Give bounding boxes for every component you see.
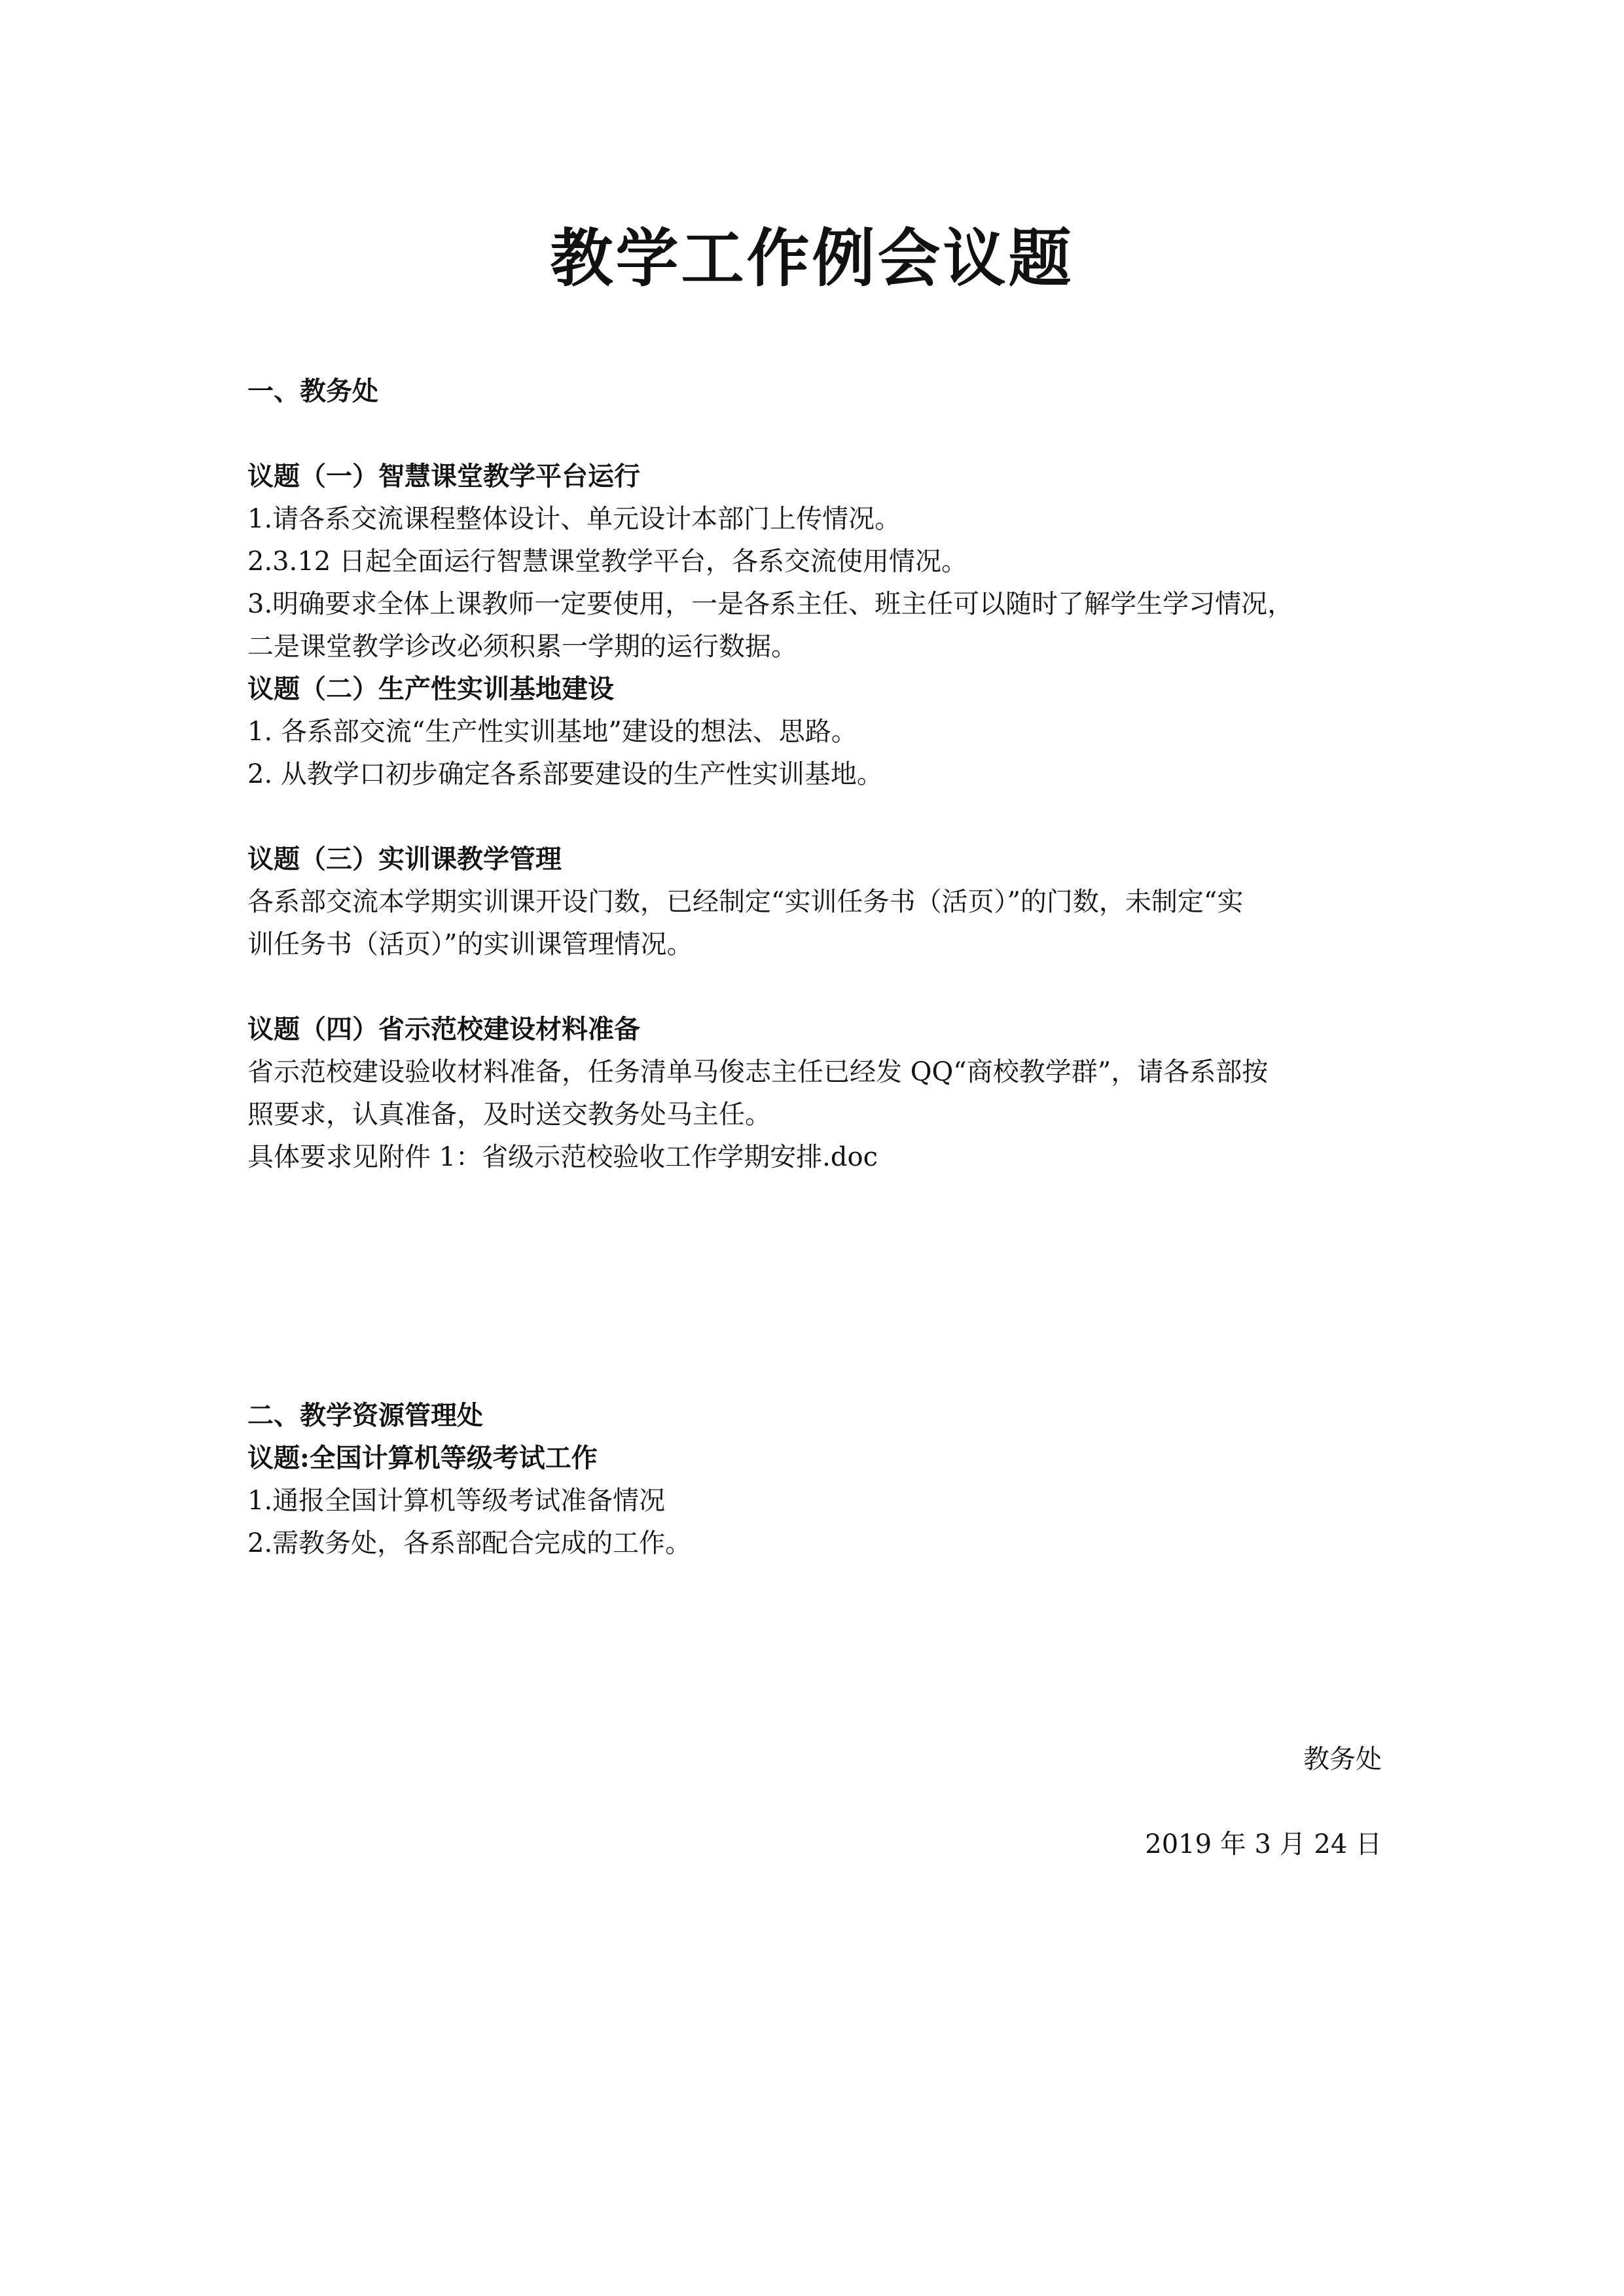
topic-heading-practical-course: 议题（三）实训课教学管理 [247, 844, 562, 874]
s2-topic-line-1: 1.通报全国计算机等级考试准备情况 [247, 1486, 666, 1516]
topic-heading-computer-exam: 议题:全国计算机等级考试工作 [247, 1443, 598, 1473]
topic4-line-1: 省示范校建设验收材料准备，任务清单马俊志主任已经发 QQ“商校教学群”，请各系部按 [247, 1057, 1269, 1087]
topic-heading-smart-classroom: 议题（一）智慧课堂教学平台运行 [247, 461, 640, 492]
topic4-line-2: 照要求，认真准备，及时送交教务处马主任。 [247, 1100, 771, 1130]
section-heading-teaching-resources: 二、教学资源管理处 [247, 1400, 483, 1431]
topic2-line-1: 1. 各系部交流“生产性实训基地”建设的想法、思路。 [247, 717, 857, 747]
signature-department: 教务处 [1303, 1744, 1382, 1774]
topic3-line-2: 训任务书（活页）”的实训课管理情况。 [247, 929, 693, 960]
topic1-line-2: 2.3.12 日起全面运行智慧课堂教学平台，各系交流使用情况。 [247, 547, 967, 577]
topic1-line-4: 二是课堂教学诊改必须积累一学期的运行数据。 [247, 632, 797, 662]
document-title: 教学工作例会议题 [550, 221, 1074, 295]
topic-heading-model-school: 议题（四）省示范校建设材料准备 [247, 1014, 640, 1045]
section-heading-academic-affairs: 一、教务处 [247, 376, 378, 406]
topic-heading-training-base: 议题（二）生产性实训基地建设 [247, 673, 614, 704]
topic2-line-2: 2. 从教学口初步确定各系部要建设的生产性实训基地。 [247, 759, 883, 789]
signature-date: 2019 年 3 月 24 日 [1145, 1829, 1382, 1859]
topic4-line-3: 具体要求见附件 1：省级示范校验收工作学期安排.doc [247, 1142, 878, 1172]
s2-topic-line-2: 2.需教务处，各系部配合完成的工作。 [247, 1528, 692, 1558]
topic1-line-1: 1.请各系交流课程整体设计、单元设计本部门上传情况。 [247, 504, 901, 534]
topic3-line-1: 各系部交流本学期实训课开设门数，已经制定“实训任务书（活页）”的门数，未制定“实 [247, 887, 1244, 917]
topic1-line-3: 3.明确要求全体上课教师一定要使用，一是各系主任、班主任可以随时了解学生学习情况， [247, 589, 1294, 619]
